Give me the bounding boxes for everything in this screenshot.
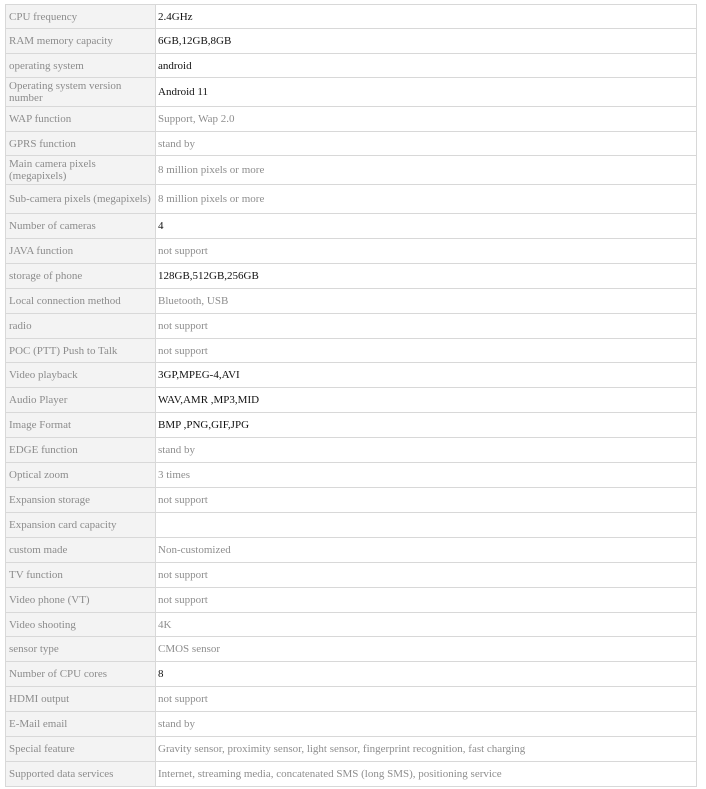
spec-label: JAVA function — [6, 239, 156, 264]
spec-row — [6, 29, 697, 54]
spec-value: stand by — [156, 438, 697, 463]
spec-row — [6, 239, 697, 264]
spec-label: EDGE function — [6, 438, 156, 463]
spec-value: 8 million pixels or more — [156, 156, 697, 185]
spec-value: Gravity sensor, proximity sensor, light sensor, fingerprint recognition, fast charging — [156, 737, 697, 762]
spec-label: HDMI output — [6, 687, 156, 712]
spec-row — [6, 662, 697, 687]
spec-row — [6, 712, 697, 737]
spec-value: Internet, streaming media, concatenated SMS (long SMS), positioning service — [156, 762, 697, 787]
spec-label: Image Format — [6, 413, 156, 438]
spec-value: not support — [156, 239, 697, 264]
spec-value: not support — [156, 314, 697, 339]
spec-label: Sub-camera pixels (megapixels) — [6, 185, 156, 214]
spec-row — [6, 737, 697, 762]
spec-value: stand by — [156, 132, 697, 156]
spec-value: Android 11 — [156, 78, 697, 107]
spec-row — [6, 538, 697, 563]
spec-value: 4 — [156, 214, 697, 239]
spec-value: Bluetooth, USB — [156, 289, 697, 314]
spec-label: Special feature — [6, 737, 156, 762]
spec-label: sensor type — [6, 637, 156, 662]
spec-value: android — [156, 54, 697, 78]
spec-label: E-Mail email — [6, 712, 156, 737]
spec-value: CMOS sensor — [156, 637, 697, 662]
spec-row — [6, 563, 697, 588]
spec-label: CPU frequency — [6, 5, 156, 29]
spec-row — [6, 488, 697, 513]
spec-value — [156, 513, 697, 538]
spec-value: WAV,AMR ,MP3,MID — [156, 388, 697, 413]
spec-row — [6, 413, 697, 438]
spec-row — [6, 156, 697, 185]
spec-row — [6, 314, 697, 339]
spec-row — [6, 185, 697, 214]
spec-value: 2.4GHz — [156, 5, 697, 29]
spec-value: 8 — [156, 662, 697, 687]
spec-row — [6, 363, 697, 388]
spec-label: Supported data services — [6, 762, 156, 787]
spec-label: Expansion storage — [6, 488, 156, 513]
spec-row — [6, 264, 697, 289]
spec-row — [6, 54, 697, 78]
spec-row — [6, 78, 697, 107]
spec-label: Video phone (VT) — [6, 588, 156, 613]
spec-label: Number of CPU cores — [6, 662, 156, 687]
spec-value: not support — [156, 488, 697, 513]
spec-label: Number of cameras — [6, 214, 156, 239]
spec-value: not support — [156, 339, 697, 363]
spec-table — [5, 4, 697, 787]
spec-label: Audio Player — [6, 388, 156, 413]
spec-value: not support — [156, 687, 697, 712]
spec-label: Expansion card capacity — [6, 513, 156, 538]
spec-row — [6, 637, 697, 662]
spec-row — [6, 463, 697, 488]
spec-value: 6GB,12GB,8GB — [156, 29, 697, 54]
spec-row — [6, 107, 697, 132]
spec-value: not support — [156, 588, 697, 613]
spec-value: 3GP,MPEG-4,AVI — [156, 363, 697, 388]
spec-row — [6, 588, 697, 613]
spec-value: not support — [156, 563, 697, 588]
spec-table-body — [6, 5, 697, 787]
spec-label: operating system — [6, 54, 156, 78]
spec-label: custom made — [6, 538, 156, 563]
spec-label: Video playback — [6, 363, 156, 388]
spec-label: Optical zoom — [6, 463, 156, 488]
spec-label: radio — [6, 314, 156, 339]
spec-value: Support, Wap 2.0 — [156, 107, 697, 132]
spec-label: Local connection method — [6, 289, 156, 314]
spec-label: POC (PTT) Push to Talk — [6, 339, 156, 363]
spec-row — [6, 438, 697, 463]
spec-value: 4K — [156, 613, 697, 637]
spec-value: BMP ,PNG,GIF,JPG — [156, 413, 697, 438]
spec-label: Main camera pixels (megapixels) — [6, 156, 156, 185]
spec-row — [6, 613, 697, 637]
spec-value: 128GB,512GB,256GB — [156, 264, 697, 289]
spec-row — [6, 762, 697, 787]
spec-label: storage of phone — [6, 264, 156, 289]
spec-row — [6, 214, 697, 239]
spec-value: 3 times — [156, 463, 697, 488]
spec-label: WAP function — [6, 107, 156, 132]
spec-row — [6, 5, 697, 29]
spec-value: Non-customized — [156, 538, 697, 563]
spec-label: RAM memory capacity — [6, 29, 156, 54]
spec-row — [6, 339, 697, 363]
spec-label: GPRS function — [6, 132, 156, 156]
spec-row — [6, 513, 697, 538]
spec-row — [6, 132, 697, 156]
spec-value: 8 million pixels or more — [156, 185, 697, 214]
spec-row — [6, 687, 697, 712]
spec-label: TV function — [6, 563, 156, 588]
spec-label: Video shooting — [6, 613, 156, 637]
spec-value: stand by — [156, 712, 697, 737]
spec-row — [6, 388, 697, 413]
spec-label: Operating system version number — [6, 78, 156, 107]
spec-row — [6, 289, 697, 314]
